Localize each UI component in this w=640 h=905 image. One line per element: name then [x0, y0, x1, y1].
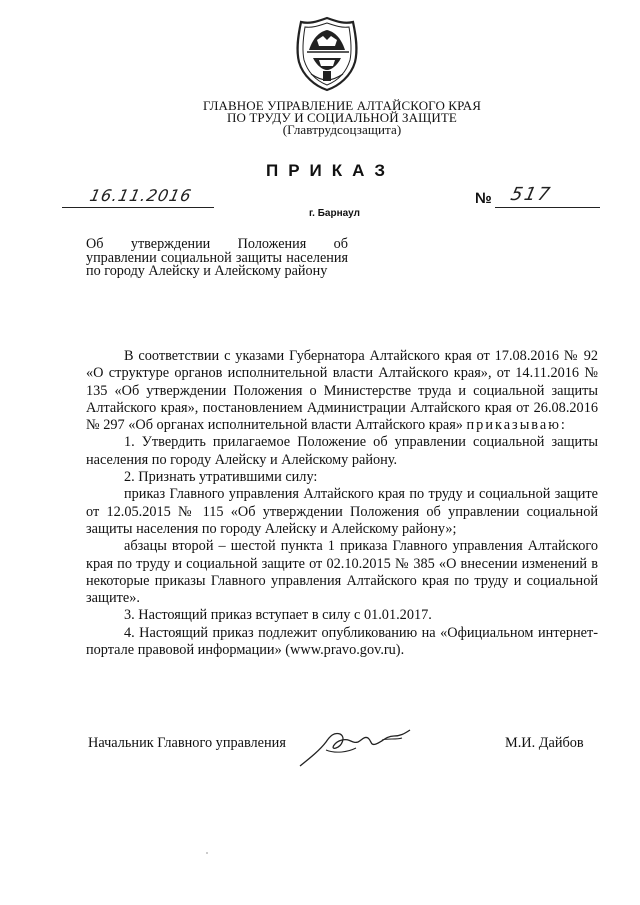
- scan-artifact-dot: [206, 852, 208, 854]
- body-paragraph: [86, 348, 598, 434]
- body-paragraph: абзацы второй – шестой пункта 1 приказа Главного управления Алтайского края по труду и социальной защите от 02.10.2015 № 385 «О внесении изменений в некоторые приказы Главного управления Алтайского края по труду и социальной защите».: [86, 538, 598, 607]
- document-subject: Об утверждении Положения об управлении социальной защиты населения по городу Алейску и Алейскому району: [86, 236, 348, 279]
- document-date-field: [62, 186, 214, 210]
- coat-of-arms-emblem: [289, 16, 365, 92]
- number-label: №: [475, 190, 492, 207]
- date-underline: [62, 207, 214, 208]
- document-number-field: [495, 184, 600, 210]
- order-verb: приказываю:: [466, 417, 567, 434]
- document-number: 517: [508, 184, 554, 205]
- signatory-title: Начальник Главного управления: [88, 735, 286, 751]
- signatory-name: М.И. Дайбов: [505, 735, 584, 751]
- body-paragraph: приказ Главного управления Алтайского края по труду и социальной защите от 12.05.2015 № 115 «Об утверждении Положения об управлении социальной защиты населения по городу Алейску и Алейскому району»;: [86, 486, 598, 537]
- body-paragraph: 4. Настоящий приказ подлежит опубликованию на «Официальном интернет-портале правовой информации» (www.pravo.gov.ru).: [86, 624, 598, 659]
- organization-short-name: (Главтрудсоцзащита): [282, 122, 402, 137]
- body-paragraph: 1. Утвердить прилагаемое Положение об управлении социальной защиты населения по городу Алейску и Алейскому району.: [86, 434, 598, 468]
- document-type-title: ПРИКАЗ: [266, 161, 396, 180]
- document-city: г. Барнаул: [309, 208, 360, 219]
- body-paragraph: 2. Признать утратившими силу:: [124, 469, 318, 486]
- organization-name-line-1: ГЛАВНОЕ УПРАВЛЕНИЕ АЛТАЙСКОГО КРАЯ: [202, 98, 482, 113]
- body-paragraph: 3. Настоящий приказ вступает в силу с 01.01.2017.: [124, 607, 432, 624]
- handwritten-signature: [296, 720, 414, 770]
- number-underline: [495, 207, 600, 208]
- document-date: 16.11.2016: [87, 186, 194, 205]
- preamble-text: В соответствии с указами Губернатора Алтайского края от 17.08.2016 № 92 «О структуре органов исполнительной власти Алтайского края», от 14.11.2016 № 135 «Об утверждении Положения о Министерстве труда и социальной защиты Алтайского края», постановлением Администрации Алтайского края от 26.08.2016 № 297 «Об органах исполнительной власти Алтайского края»: [86, 348, 598, 434]
- organization-name-line-2: ПО ТРУДУ И СОЦИАЛЬНОЙ ЗАЩИТЕ: [227, 110, 457, 125]
- document-body: [86, 348, 598, 659]
